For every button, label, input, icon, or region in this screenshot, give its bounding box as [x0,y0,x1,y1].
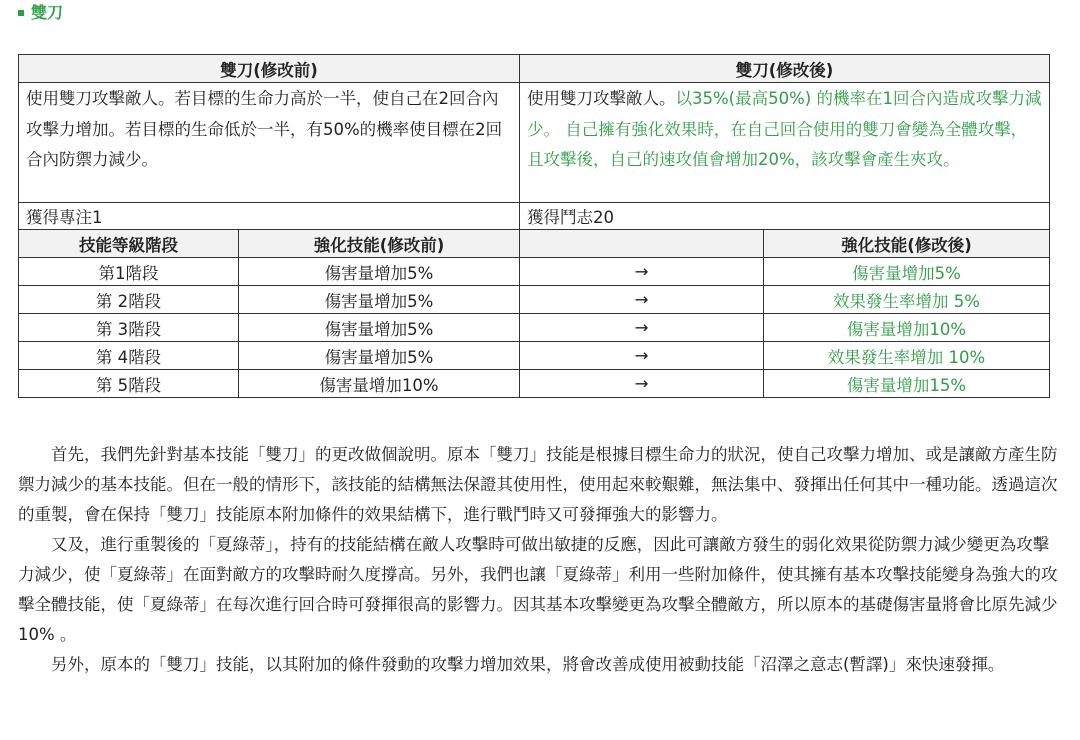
gain-after: 獲得鬥志20 [520,203,1050,230]
arrow-icon: → [520,370,764,398]
table-row [19,286,1050,314]
header-before: 雙刀(修改前) [19,55,520,83]
section-title: 雙刀 [31,3,64,22]
skill-comparison-table [18,54,1050,398]
table-row [19,342,1050,370]
after-cell: 傷害量增加5% [764,258,1050,286]
after-cell: 效果發生率增加 10% [764,342,1050,370]
description-before: 使用雙刀攻擊敵人。若目標的生命力高於一半，使自己在2回合內攻擊力增加。若目標的生命低於一半，有50%的機率使目標在2回合內防禦力減少。 [19,83,520,203]
gain-row [19,203,1050,230]
after-cell: 傷害量增加15% [764,370,1050,398]
stage-cell: 第 2階段 [19,286,239,314]
stage-cell: 第1階段 [19,258,239,286]
arrow-icon: → [520,342,764,370]
before-cell: 傷害量增加10% [239,370,520,398]
gain-before: 獲得專注1 [19,203,520,230]
column-header-stage: 技能等級階段 [19,230,239,258]
before-cell: 傷害量增加5% [239,258,520,286]
before-cell: 傷害量增加5% [239,342,520,370]
arrow-icon: → [520,258,764,286]
square-bullet-icon [18,10,24,16]
description-after-plain: 使用雙刀攻擊敵人。 [527,89,676,108]
column-header-after: 強化技能(修改後) [764,230,1050,258]
description-row [19,83,1050,203]
description-after-highlight: 以35%(最高50%) 的機率在1回合內造成攻擊力減少。 自己擁有強化效果時，在自己回合使用的雙刀會變為全體攻擊，且攻擊後，自己的速攻值會增加20%，該攻擊會產生夾攻。 [527,89,1042,169]
stage-cell: 第 5階段 [19,370,239,398]
section-heading [18,2,63,24]
column-header-before: 強化技能(修改前) [239,230,520,258]
stage-cell: 第 4階段 [19,342,239,370]
column-header-row [19,230,1050,258]
table-row [19,314,1050,342]
description-after [520,83,1050,203]
after-cell: 效果發生率增加 5% [764,286,1050,314]
table-row [19,258,1050,286]
arrow-icon: → [520,314,764,342]
before-cell: 傷害量增加5% [239,314,520,342]
article-body [18,440,1058,680]
article-paragraph: 另外，原本的「雙刀」技能，以其附加的條件發動的攻擊力增加效果，將會改善成使用被動技能「沼澤之意志(暫譯)」來快速發揮。 [51,655,1005,674]
header-after: 雙刀(修改後) [520,55,1050,83]
after-cell: 傷害量增加10% [764,314,1050,342]
article-paragraph: 首先，我們先針對基本技能「雙刀」的更改做個說明。原本「雙刀」技能是根據目標生命力的狀況，使自己攻擊力增加、或是讓敵方產生防禦力減少的基本技能。但在一般的情形下，該技能的結構無法保證其使用性，使用起來較艱難，無法集中、發揮出任何其中一種功能。透過這次的重製，會在保持「雙刀」技能原本附加條件的效果結構下，進行戰鬥時又可發揮強大的影響力。 [18,445,1058,524]
column-header-arrow [520,230,764,258]
arrow-icon: → [520,286,764,314]
before-cell: 傷害量增加5% [239,286,520,314]
table-row [19,370,1050,398]
stage-cell: 第 3階段 [19,314,239,342]
table-header-row [19,55,1050,83]
article-paragraph: 又及，進行重製後的「夏綠蒂」，持有的技能結構在敵人攻擊時可做出敏捷的反應，因此可讓敵方發生的弱化效果從防禦力減少變更為攻擊力減少，使「夏綠蒂」在面對敵方的攻擊時耐久度撐高。另外，我們也讓「夏綠蒂」利用一些附加條件，使其擁有基本攻擊技能變身為強大的攻擊全體技能，使「夏綠蒂」在每次進行回合時可發揮很高的影響力。因其基本攻擊變更為攻擊全體敵方，所以原本的基礎傷害量將會比原先減少10% 。 [18,535,1058,644]
